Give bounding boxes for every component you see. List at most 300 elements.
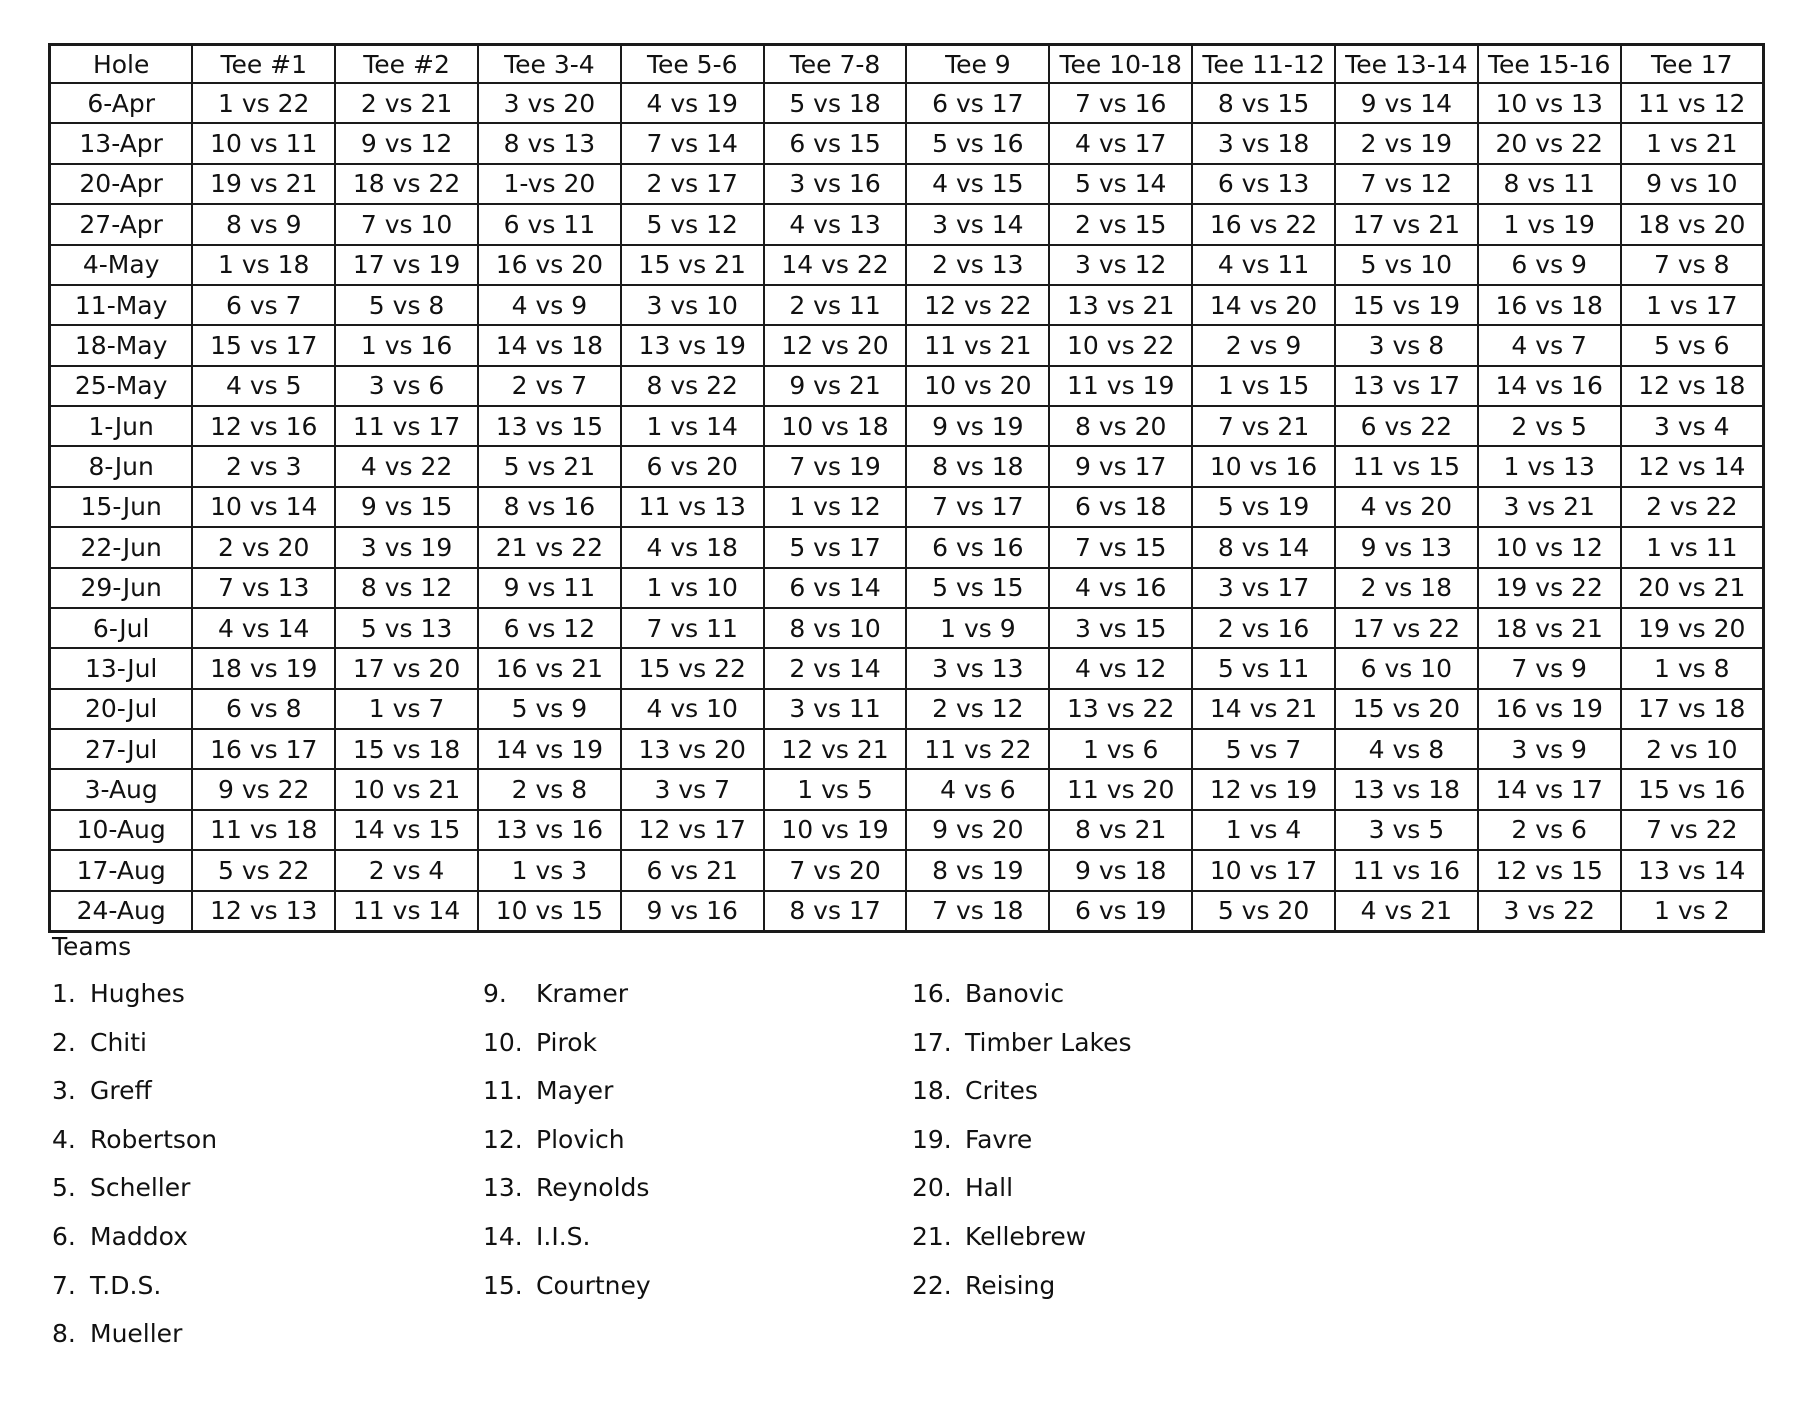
date-cell: 24-Aug [50, 891, 193, 932]
matchup-cell: 6 vs 8 [192, 689, 335, 729]
team-list-item [483, 1270, 651, 1319]
team-name: T.D.S. [90, 1270, 162, 1300]
matchup-cell: 7 vs 13 [192, 568, 335, 608]
matchup-cell: 3 vs 22 [1478, 891, 1621, 932]
matchup-cell: 6 vs 12 [478, 608, 621, 648]
matchup-cell: 15 vs 17 [192, 325, 335, 365]
team-number: 17. [912, 1027, 952, 1057]
matchup-cell: 6 vs 9 [1478, 245, 1621, 285]
table-row [50, 164, 1764, 204]
team-name: Chiti [90, 1027, 147, 1057]
matchup-cell: 10 vs 20 [906, 366, 1049, 406]
matchup-cell: 6 vs 20 [621, 446, 764, 486]
table-row [50, 689, 1764, 729]
team-number: 14. [483, 1221, 523, 1251]
table-row [50, 729, 1764, 769]
matchup-cell: 7 vs 20 [764, 850, 907, 890]
matchup-cell: 11 vs 19 [1049, 366, 1192, 406]
date-cell: 17-Aug [50, 850, 193, 890]
table-row [50, 245, 1764, 285]
matchup-cell: 5 vs 13 [335, 608, 478, 648]
team-name: I.I.S. [536, 1221, 591, 1251]
matchup-cell: 9 vs 21 [764, 366, 907, 406]
team-name: Reynolds [536, 1173, 650, 1203]
team-list-item [912, 978, 1132, 1027]
team-number: 18. [912, 1076, 952, 1106]
matchup-cell: 1 vs 19 [1478, 204, 1621, 244]
matchup-cell: 6 vs 21 [621, 850, 764, 890]
matchup-cell: 2 vs 13 [906, 245, 1049, 285]
team-list-item [483, 1221, 651, 1270]
matchup-cell: 6 vs 19 [1049, 891, 1192, 932]
team-name: Kellebrew [965, 1221, 1087, 1251]
matchup-cell: 10 vs 13 [1478, 83, 1621, 123]
matchup-cell: 11 vs 12 [1621, 83, 1764, 123]
matchup-cell: 14 vs 16 [1478, 366, 1621, 406]
matchup-cell: 7 vs 19 [764, 446, 907, 486]
matchup-cell: 15 vs 20 [1335, 689, 1478, 729]
matchup-cell: 2 vs 15 [1049, 204, 1192, 244]
matchup-cell: 13 vs 15 [478, 406, 621, 446]
date-cell: 8-Jun [50, 446, 193, 486]
matchup-cell: 2 vs 14 [764, 648, 907, 688]
matchup-cell: 11 vs 18 [192, 810, 335, 850]
matchup-cell: 10 vs 18 [764, 406, 907, 446]
column-header-hole: Hole [50, 45, 193, 84]
matchup-cell: 2 vs 18 [1335, 568, 1478, 608]
matchup-cell: 9 vs 12 [335, 123, 478, 163]
matchup-cell: 17 vs 21 [1335, 204, 1478, 244]
matchup-cell: 7 vs 10 [335, 204, 478, 244]
team-number: 10. [483, 1027, 523, 1057]
matchup-cell: 4 vs 19 [621, 83, 764, 123]
matchup-cell: 14 vs 19 [478, 729, 621, 769]
matchup-cell: 2 vs 10 [1621, 729, 1764, 769]
matchup-cell: 4 vs 12 [1049, 648, 1192, 688]
matchup-cell: 7 vs 18 [906, 891, 1049, 932]
column-header-tee: Tee #2 [335, 45, 478, 84]
matchup-cell: 11 vs 16 [1335, 850, 1478, 890]
matchup-cell: 3 vs 8 [1335, 325, 1478, 365]
matchup-cell: 1 vs 15 [1192, 366, 1335, 406]
team-name: Favre [965, 1124, 1033, 1154]
team-list-item [52, 1270, 217, 1319]
matchup-cell: 2 vs 8 [478, 769, 621, 809]
team-name: Banovic [965, 979, 1065, 1008]
column-header-tee: Tee 7-8 [764, 45, 907, 84]
matchup-cell: 3 vs 16 [764, 164, 907, 204]
matchup-cell: 4 vs 11 [1192, 245, 1335, 285]
team-name: Courtney [536, 1270, 651, 1300]
team-number: 11. [483, 1076, 523, 1106]
matchup-cell: 4 vs 16 [1049, 568, 1192, 608]
matchup-cell: 1 vs 13 [1478, 446, 1621, 486]
team-list-item [912, 1270, 1132, 1319]
matchup-cell: 10 vs 12 [1478, 527, 1621, 567]
matchup-cell: 2 vs 20 [192, 527, 335, 567]
matchup-cell: 9 vs 15 [335, 487, 478, 527]
matchup-cell: 2 vs 4 [335, 850, 478, 890]
matchup-cell: 1 vs 2 [1621, 891, 1764, 932]
matchup-cell: 5 vs 21 [478, 446, 621, 486]
matchup-cell: 7 vs 12 [1335, 164, 1478, 204]
matchup-cell: 8 vs 20 [1049, 406, 1192, 446]
team-number: 7. [52, 1270, 76, 1300]
matchup-cell: 2 vs 7 [478, 366, 621, 406]
matchup-cell: 4 vs 5 [192, 366, 335, 406]
team-list-item [52, 978, 217, 1027]
team-name: Plovich [536, 1124, 625, 1154]
matchup-cell: 4 vs 14 [192, 608, 335, 648]
matchup-cell: 6 vs 11 [478, 204, 621, 244]
matchup-cell: 9 vs 11 [478, 568, 621, 608]
matchup-cell: 15 vs 21 [621, 245, 764, 285]
matchup-cell: 7 vs 17 [906, 487, 1049, 527]
matchup-cell: 4 vs 21 [1335, 891, 1478, 932]
column-header-tee: Tee 10-18 [1049, 45, 1192, 84]
matchup-cell: 13 vs 16 [478, 810, 621, 850]
team-name: Reising [965, 1270, 1056, 1300]
team-name: Kramer [536, 979, 629, 1008]
matchup-cell: 9 vs 20 [906, 810, 1049, 850]
matchup-cell: 2 vs 17 [621, 164, 764, 204]
matchup-cell: 10 vs 11 [192, 123, 335, 163]
matchup-cell: 4 vs 18 [621, 527, 764, 567]
team-name: Pirok [536, 1027, 597, 1057]
matchup-cell: 2 vs 19 [1335, 123, 1478, 163]
matchup-cell: 5 vs 20 [1192, 891, 1335, 932]
matchup-cell: 1 vs 17 [1621, 285, 1764, 325]
column-header-tee: Tee 11-12 [1192, 45, 1335, 84]
matchup-cell: 10 vs 19 [764, 810, 907, 850]
matchup-cell: 4 vs 6 [906, 769, 1049, 809]
matchup-cell: 7 vs 22 [1621, 810, 1764, 850]
matchup-cell: 7 vs 15 [1049, 527, 1192, 567]
matchup-cell: 3 vs 17 [1192, 568, 1335, 608]
matchup-cell: 3 vs 10 [621, 285, 764, 325]
matchup-cell: 11 vs 22 [906, 729, 1049, 769]
matchup-cell: 5 vs 6 [1621, 325, 1764, 365]
matchup-cell: 8 vs 9 [192, 204, 335, 244]
matchup-cell: 5 vs 11 [1192, 648, 1335, 688]
team-number: 1. [52, 979, 76, 1008]
date-cell: 13-Apr [50, 123, 193, 163]
matchup-cell: 10 vs 17 [1192, 850, 1335, 890]
team-name: Scheller [90, 1173, 191, 1203]
matchup-cell: 8 vs 14 [1192, 527, 1335, 567]
matchup-cell: 21 vs 22 [478, 527, 621, 567]
matchup-cell: 4 vs 22 [335, 446, 478, 486]
team-list-item [483, 1027, 651, 1076]
team-list-item [52, 1027, 217, 1076]
matchup-cell: 14 vs 22 [764, 245, 907, 285]
matchup-cell: 3 vs 11 [764, 689, 907, 729]
team-number: 20. [912, 1173, 952, 1203]
date-cell: 4-May [50, 245, 193, 285]
matchup-cell: 1 vs 10 [621, 568, 764, 608]
matchup-cell: 6 vs 7 [192, 285, 335, 325]
matchup-cell: 15 vs 19 [1335, 285, 1478, 325]
matchup-cell: 14 vs 18 [478, 325, 621, 365]
matchup-cell: 3 vs 15 [1049, 608, 1192, 648]
team-number: 13. [483, 1173, 523, 1203]
matchup-cell: 2 vs 11 [764, 285, 907, 325]
matchup-cell: 4 vs 17 [1049, 123, 1192, 163]
matchup-cell: 5 vs 9 [478, 689, 621, 729]
team-number: 5. [52, 1173, 76, 1203]
matchup-cell: 5 vs 18 [764, 83, 907, 123]
matchup-cell: 1 vs 18 [192, 245, 335, 285]
team-number: 21. [912, 1221, 952, 1251]
teams-label: Teams [52, 932, 132, 961]
matchup-cell: 13 vs 22 [1049, 689, 1192, 729]
matchup-cell: 6 vs 16 [906, 527, 1049, 567]
matchup-cell: 13 vs 17 [1335, 366, 1478, 406]
table-row [50, 810, 1764, 850]
matchup-cell: 7 vs 11 [621, 608, 764, 648]
matchup-cell: 13 vs 21 [1049, 285, 1192, 325]
matchup-cell: 3 vs 18 [1192, 123, 1335, 163]
team-name: Maddox [90, 1221, 188, 1251]
column-header-tee: Tee #1 [192, 45, 335, 84]
matchup-cell: 7 vs 16 [1049, 83, 1192, 123]
matchup-cell: 20 vs 21 [1621, 568, 1764, 608]
matchup-cell: 16 vs 22 [1192, 204, 1335, 244]
matchup-cell: 6 vs 17 [906, 83, 1049, 123]
team-name: Greff [90, 1076, 152, 1106]
matchup-cell: 8 vs 10 [764, 608, 907, 648]
team-list-column [912, 978, 1132, 1318]
matchup-cell: 16 vs 19 [1478, 689, 1621, 729]
matchup-cell: 5 vs 8 [335, 285, 478, 325]
matchup-cell: 10 vs 14 [192, 487, 335, 527]
matchup-cell: 9 vs 18 [1049, 850, 1192, 890]
team-name: Robertson [90, 1124, 218, 1154]
matchup-cell: 7 vs 21 [1192, 406, 1335, 446]
matchup-cell: 5 vs 14 [1049, 164, 1192, 204]
team-list-column [52, 978, 217, 1367]
matchup-cell: 2 vs 21 [335, 83, 478, 123]
matchup-cell: 5 vs 19 [1192, 487, 1335, 527]
team-list-item [912, 1075, 1132, 1124]
matchup-cell: 13 vs 19 [621, 325, 764, 365]
matchup-cell: 9 vs 22 [192, 769, 335, 809]
matchup-cell: 1 vs 7 [335, 689, 478, 729]
column-header-tee: Tee 9 [906, 45, 1049, 84]
matchup-cell: 9 vs 17 [1049, 446, 1192, 486]
matchup-cell: 4 vs 15 [906, 164, 1049, 204]
matchup-cell: 5 vs 17 [764, 527, 907, 567]
team-number: 19. [912, 1124, 952, 1154]
date-cell: 11-May [50, 285, 193, 325]
matchup-cell: 4 vs 7 [1478, 325, 1621, 365]
team-list-item [912, 1172, 1132, 1221]
team-list-item [52, 1318, 217, 1367]
team-list-item [483, 978, 651, 1027]
matchup-cell: 10 vs 16 [1192, 446, 1335, 486]
matchup-cell: 18 vs 19 [192, 648, 335, 688]
table-row [50, 527, 1764, 567]
matchup-cell: 11 vs 14 [335, 891, 478, 932]
matchup-cell: 7 vs 8 [1621, 245, 1764, 285]
matchup-cell: 12 vs 17 [621, 810, 764, 850]
table-row [50, 366, 1764, 406]
team-list-item [483, 1124, 651, 1173]
matchup-cell: 3 vs 9 [1478, 729, 1621, 769]
matchup-cell: 12 vs 15 [1478, 850, 1621, 890]
matchup-cell: 18 vs 21 [1478, 608, 1621, 648]
date-cell: 3-Aug [50, 769, 193, 809]
matchup-cell: 3 vs 7 [621, 769, 764, 809]
matchup-cell: 9 vs 13 [1335, 527, 1478, 567]
date-cell: 27-Apr [50, 204, 193, 244]
team-name: Timber Lakes [965, 1027, 1132, 1057]
table-row [50, 285, 1764, 325]
team-number: 3. [52, 1076, 76, 1106]
team-list-item [912, 1221, 1132, 1270]
matchup-cell: 3 vs 12 [1049, 245, 1192, 285]
date-cell: 25-May [50, 366, 193, 406]
matchup-cell: 8 vs 15 [1192, 83, 1335, 123]
matchup-cell: 1 vs 11 [1621, 527, 1764, 567]
matchup-cell: 4 vs 13 [764, 204, 907, 244]
date-cell: 6-Apr [50, 83, 193, 123]
matchup-cell: 13 vs 18 [1335, 769, 1478, 809]
matchup-cell: 1 vs 4 [1192, 810, 1335, 850]
date-cell: 29-Jun [50, 568, 193, 608]
matchup-cell: 8 vs 16 [478, 487, 621, 527]
matchup-cell: 1 vs 9 [906, 608, 1049, 648]
matchup-cell: 6 vs 13 [1192, 164, 1335, 204]
matchup-cell: 19 vs 22 [1478, 568, 1621, 608]
matchup-cell: 3 vs 20 [478, 83, 621, 123]
matchup-cell: 12 vs 18 [1621, 366, 1764, 406]
matchup-cell: 8 vs 19 [906, 850, 1049, 890]
matchup-cell: 2 vs 12 [906, 689, 1049, 729]
matchup-cell: 5 vs 16 [906, 123, 1049, 163]
date-cell: 22-Jun [50, 527, 193, 567]
matchup-cell: 8 vs 21 [1049, 810, 1192, 850]
column-header-tee: Tee 17 [1621, 45, 1764, 84]
matchup-cell: 1 vs 3 [478, 850, 621, 890]
matchup-cell: 17 vs 20 [335, 648, 478, 688]
team-list-item [52, 1124, 217, 1173]
matchup-cell: 2 vs 6 [1478, 810, 1621, 850]
matchup-cell: 12 vs 19 [1192, 769, 1335, 809]
column-header-tee: Tee 15-16 [1478, 45, 1621, 84]
matchup-cell: 10 vs 21 [335, 769, 478, 809]
team-list-item [912, 1027, 1132, 1076]
matchup-cell: 2 vs 5 [1478, 406, 1621, 446]
matchup-cell: 5 vs 22 [192, 850, 335, 890]
team-number: 16. [912, 979, 952, 1008]
team-number: 4. [52, 1124, 76, 1154]
table-row [50, 769, 1764, 809]
team-name: Mayer [536, 1076, 614, 1106]
matchup-cell: 20 vs 22 [1478, 123, 1621, 163]
team-list-column [483, 978, 651, 1318]
matchup-cell: 8 vs 18 [906, 446, 1049, 486]
matchup-cell: 1 vs 14 [621, 406, 764, 446]
matchup-cell: 13 vs 20 [621, 729, 764, 769]
date-cell: 18-May [50, 325, 193, 365]
matchup-cell: 1 vs 12 [764, 487, 907, 527]
matchup-cell: 12 vs 22 [906, 285, 1049, 325]
matchup-cell: 4 vs 20 [1335, 487, 1478, 527]
matchup-cell: 15 vs 22 [621, 648, 764, 688]
column-header-tee: Tee 13-14 [1335, 45, 1478, 84]
table-row [50, 648, 1764, 688]
matchup-cell: 8 vs 11 [1478, 164, 1621, 204]
matchup-cell: 6 vs 18 [1049, 487, 1192, 527]
matchup-cell: 10 vs 15 [478, 891, 621, 932]
matchup-cell: 5 vs 7 [1192, 729, 1335, 769]
team-number: 9. [483, 979, 507, 1008]
matchup-cell: 11 vs 13 [621, 487, 764, 527]
matchup-cell: 2 vs 22 [1621, 487, 1764, 527]
matchup-cell: 8 vs 22 [621, 366, 764, 406]
matchup-cell: 16 vs 21 [478, 648, 621, 688]
matchup-cell: 16 vs 17 [192, 729, 335, 769]
matchup-cell: 7 vs 9 [1478, 648, 1621, 688]
table-row [50, 204, 1764, 244]
matchup-cell: 18 vs 20 [1621, 204, 1764, 244]
schedule-table [48, 43, 1765, 933]
table-row [50, 446, 1764, 486]
matchup-cell: 11 vs 15 [1335, 446, 1478, 486]
matchup-cell: 12 vs 20 [764, 325, 907, 365]
matchup-cell: 16 vs 18 [1478, 285, 1621, 325]
matchup-cell: 6 vs 14 [764, 568, 907, 608]
matchup-cell: 3 vs 6 [335, 366, 478, 406]
table-row [50, 608, 1764, 648]
matchup-cell: 2 vs 3 [192, 446, 335, 486]
matchup-cell: 14 vs 15 [335, 810, 478, 850]
matchup-cell: 11 vs 17 [335, 406, 478, 446]
matchup-cell: 18 vs 22 [335, 164, 478, 204]
date-cell: 20-Apr [50, 164, 193, 204]
matchup-cell: 2 vs 9 [1192, 325, 1335, 365]
matchup-cell: 1 vs 16 [335, 325, 478, 365]
matchup-cell: 6 vs 15 [764, 123, 907, 163]
matchup-cell: 15 vs 16 [1621, 769, 1764, 809]
matchup-cell: 6 vs 22 [1335, 406, 1478, 446]
matchup-cell: 14 vs 17 [1478, 769, 1621, 809]
matchup-cell: 3 vs 19 [335, 527, 478, 567]
table-row [50, 891, 1764, 932]
table-row [50, 83, 1764, 123]
table-row [50, 568, 1764, 608]
matchup-cell: 1 vs 21 [1621, 123, 1764, 163]
matchup-cell: 8 vs 17 [764, 891, 907, 932]
matchup-cell: 17 vs 18 [1621, 689, 1764, 729]
matchup-cell: 12 vs 21 [764, 729, 907, 769]
table-row [50, 487, 1764, 527]
team-name: Hall [965, 1173, 1014, 1203]
matchup-cell: 12 vs 13 [192, 891, 335, 932]
matchup-cell: 8 vs 13 [478, 123, 621, 163]
matchup-cell: 4 vs 9 [478, 285, 621, 325]
date-cell: 13-Jul [50, 648, 193, 688]
matchup-cell: 8 vs 12 [335, 568, 478, 608]
column-header-tee: Tee 5-6 [621, 45, 764, 84]
matchup-cell: 19 vs 21 [192, 164, 335, 204]
matchup-cell: 13 vs 14 [1621, 850, 1764, 890]
matchup-cell: 6 vs 10 [1335, 648, 1478, 688]
team-number: 22. [912, 1270, 952, 1300]
team-number: 8. [52, 1319, 76, 1349]
team-name: Mueller [90, 1319, 183, 1349]
